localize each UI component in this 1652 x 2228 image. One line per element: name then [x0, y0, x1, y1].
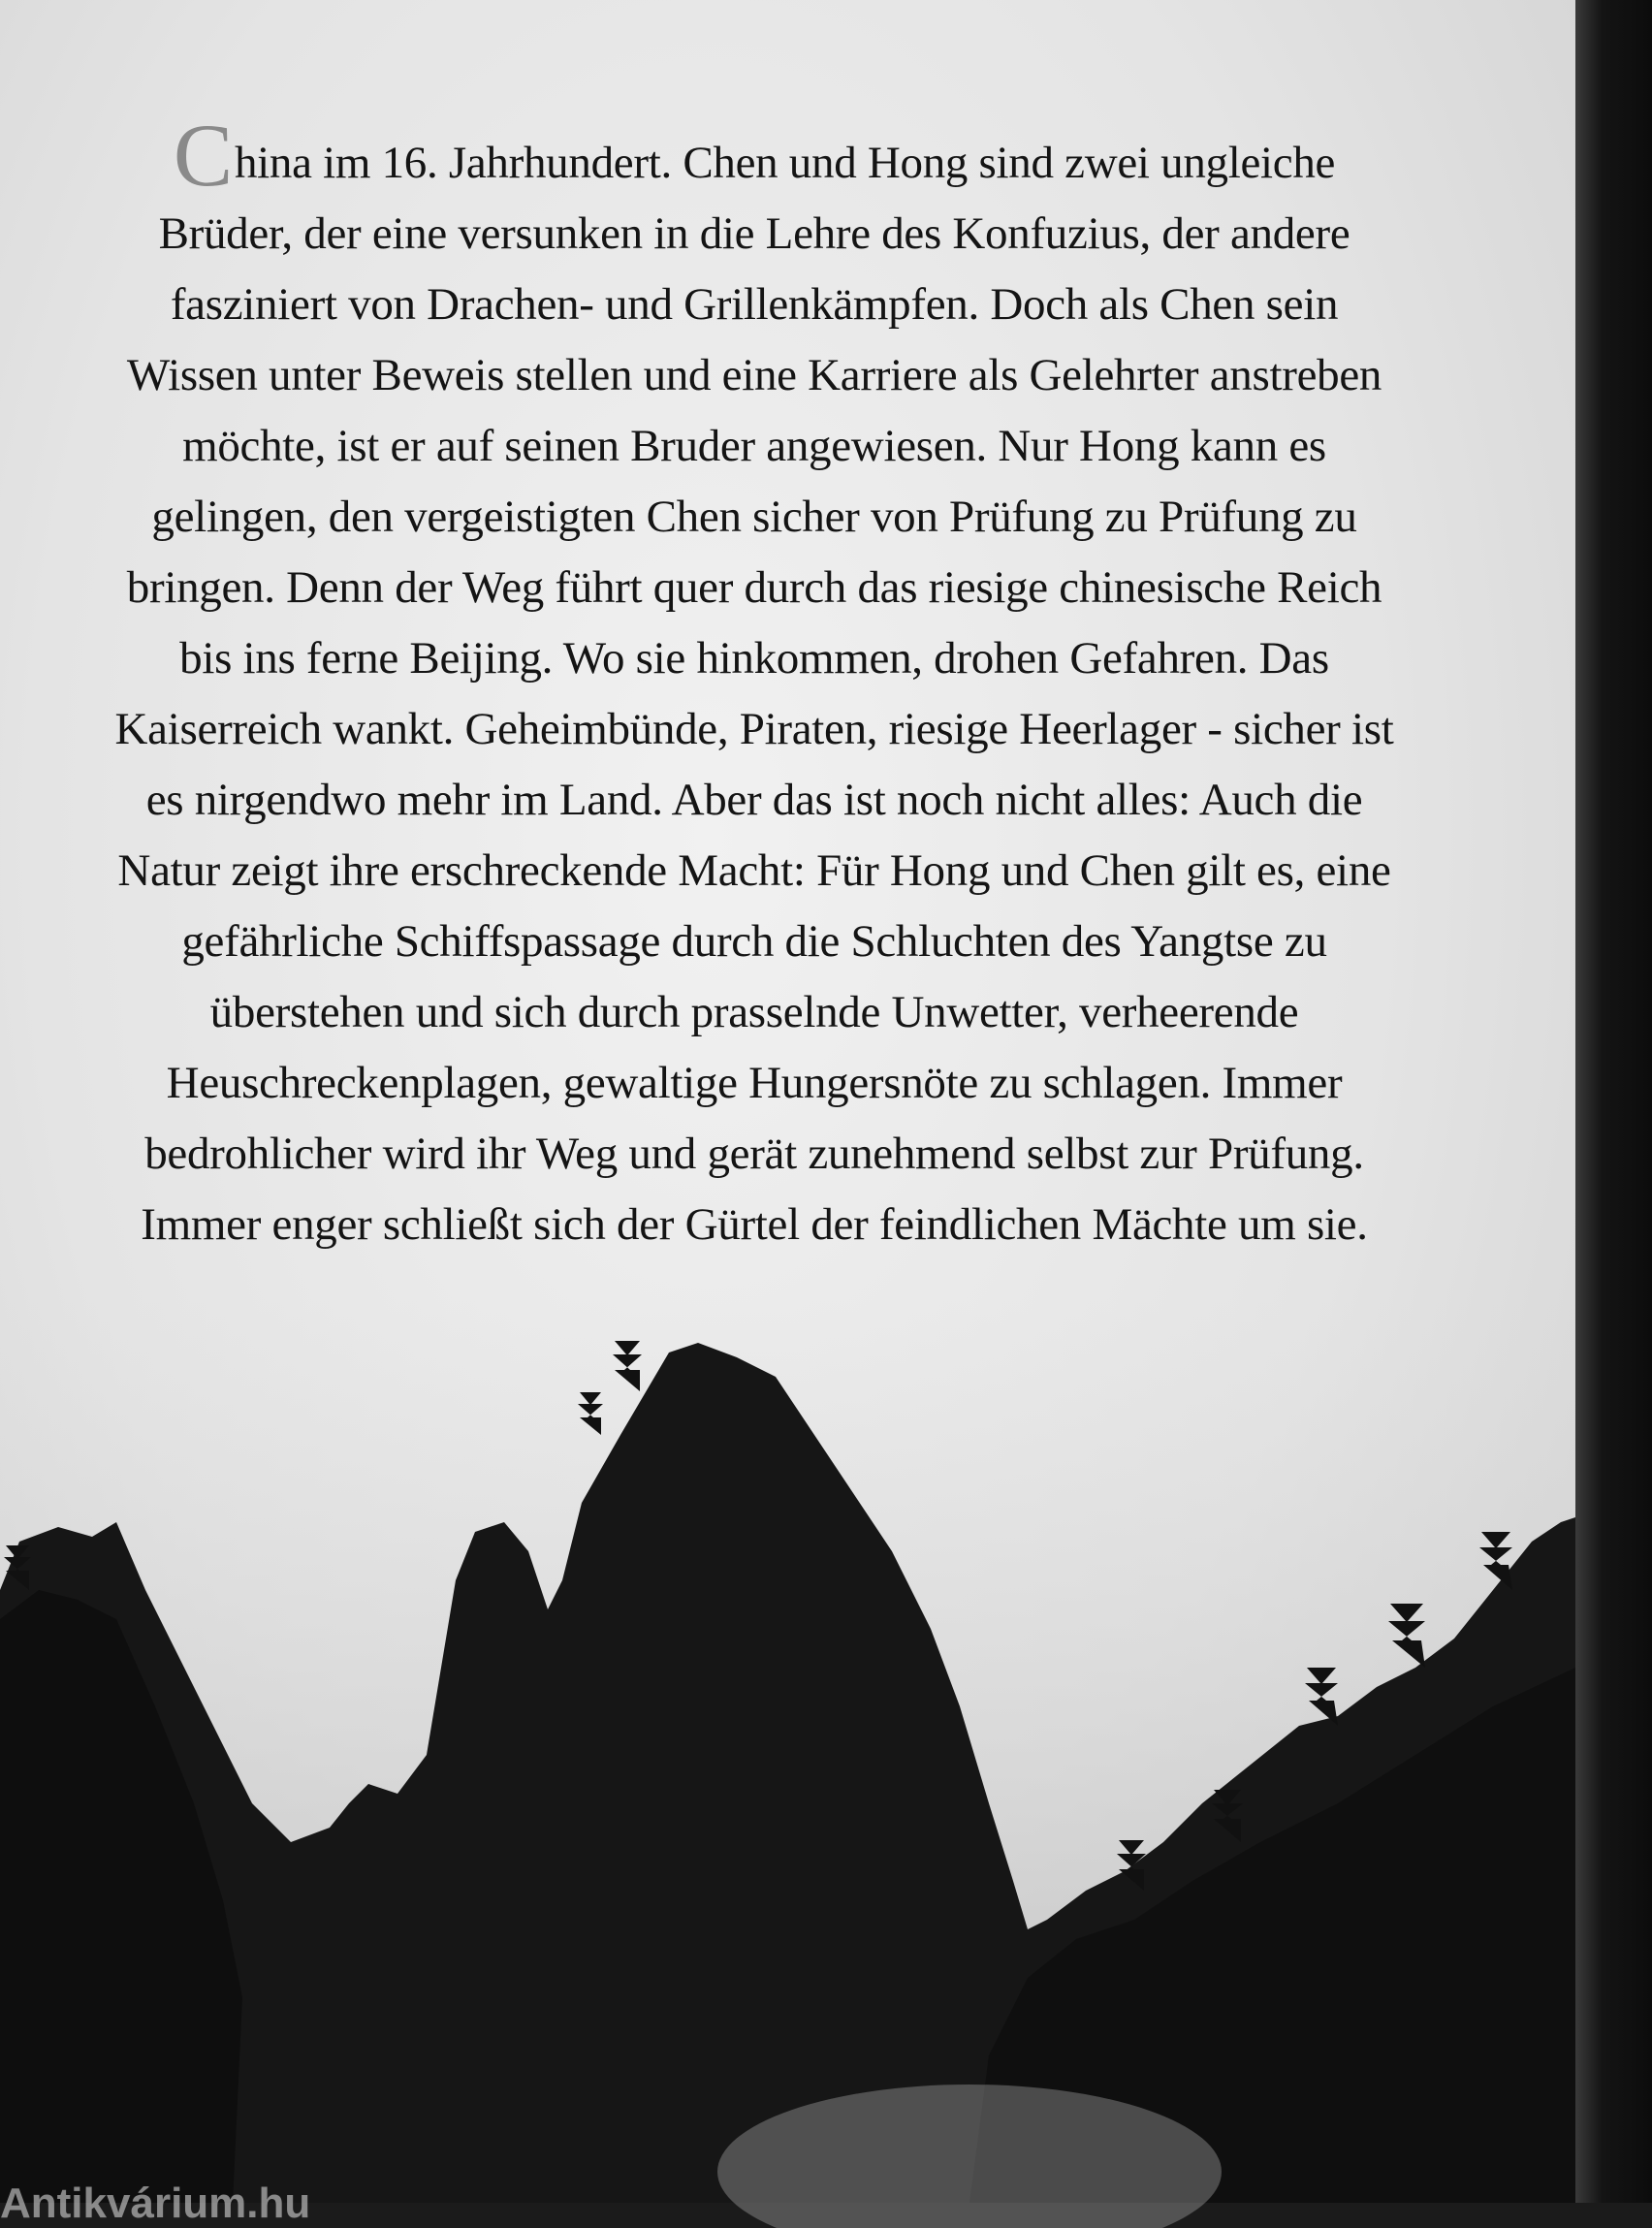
- blurb-line-3: fasziniert von Drachen- und Grillenkämpfen. Doch als Chen sein: [170, 279, 1339, 330]
- book-spine-edge: [1575, 0, 1652, 2203]
- blurb-line-8: bis ins ferne Beijing. Wo sie hinkommen, drohen Gefahren. Das: [179, 633, 1329, 684]
- blurb-line-2: Brüder, der eine versunken in die Lehre des Konfuzius, der andere: [158, 208, 1350, 259]
- mountain-landscape-photo: [0, 1299, 1575, 2203]
- blurb-line-5: möchte, ist er auf seinen Bruder angewiesen. Nur Hong kann es: [182, 421, 1326, 471]
- watermark-text: Antikvárium.hu: [0, 2180, 311, 2227]
- blurb-line-9: Kaiserreich wankt. Geheimbünde, Piraten, riesige Heerlager - sicher ist: [114, 704, 1394, 754]
- blurb-line-1: [47, 106, 1462, 205]
- blurb-line-6: gelingen, den vergeistigten Chen sicher von Prüfung zu Prüfung zu: [151, 492, 1357, 542]
- blurb-line-13: überstehen und sich durch prasselnde Unwetter, verheerende: [209, 987, 1299, 1037]
- blurb-line-15: bedrohlicher wird ihr Weg und gerät zunehmend selbst zur Prüfung.: [144, 1129, 1364, 1179]
- cover-blurb: [47, 106, 1462, 1260]
- blurb-line-4: Wissen unter Beweis stellen und eine Karriere als Gelehrter anstreben: [126, 350, 1382, 400]
- drop-cap: C: [173, 106, 233, 205]
- blurb-line-7: bringen. Denn der Weg führt quer durch das riesige chinesische Reich: [126, 562, 1382, 613]
- blurb-line-16: Immer enger schließt sich der Gürtel der feindlichen Mächte um sie.: [141, 1199, 1368, 1250]
- blurb-line-14: Heuschreckenplagen, gewaltige Hungersnöte zu schlagen. Immer: [166, 1058, 1343, 1108]
- blurb-line-10: es nirgendwo mehr im Land. Aber das ist noch nicht alles: Auch die: [145, 775, 1363, 825]
- blurb-line-text: hina im 16. Jahrhundert. Chen und Hong sind zwei ungleiche: [234, 138, 1336, 188]
- blurb-line-12: gefährliche Schiffspassage durch die Schluchten des Yangtse zu: [181, 916, 1327, 967]
- blurb-line-11: Natur zeigt ihre erschreckende Macht: Für Hong und Chen gilt es, eine: [117, 845, 1391, 896]
